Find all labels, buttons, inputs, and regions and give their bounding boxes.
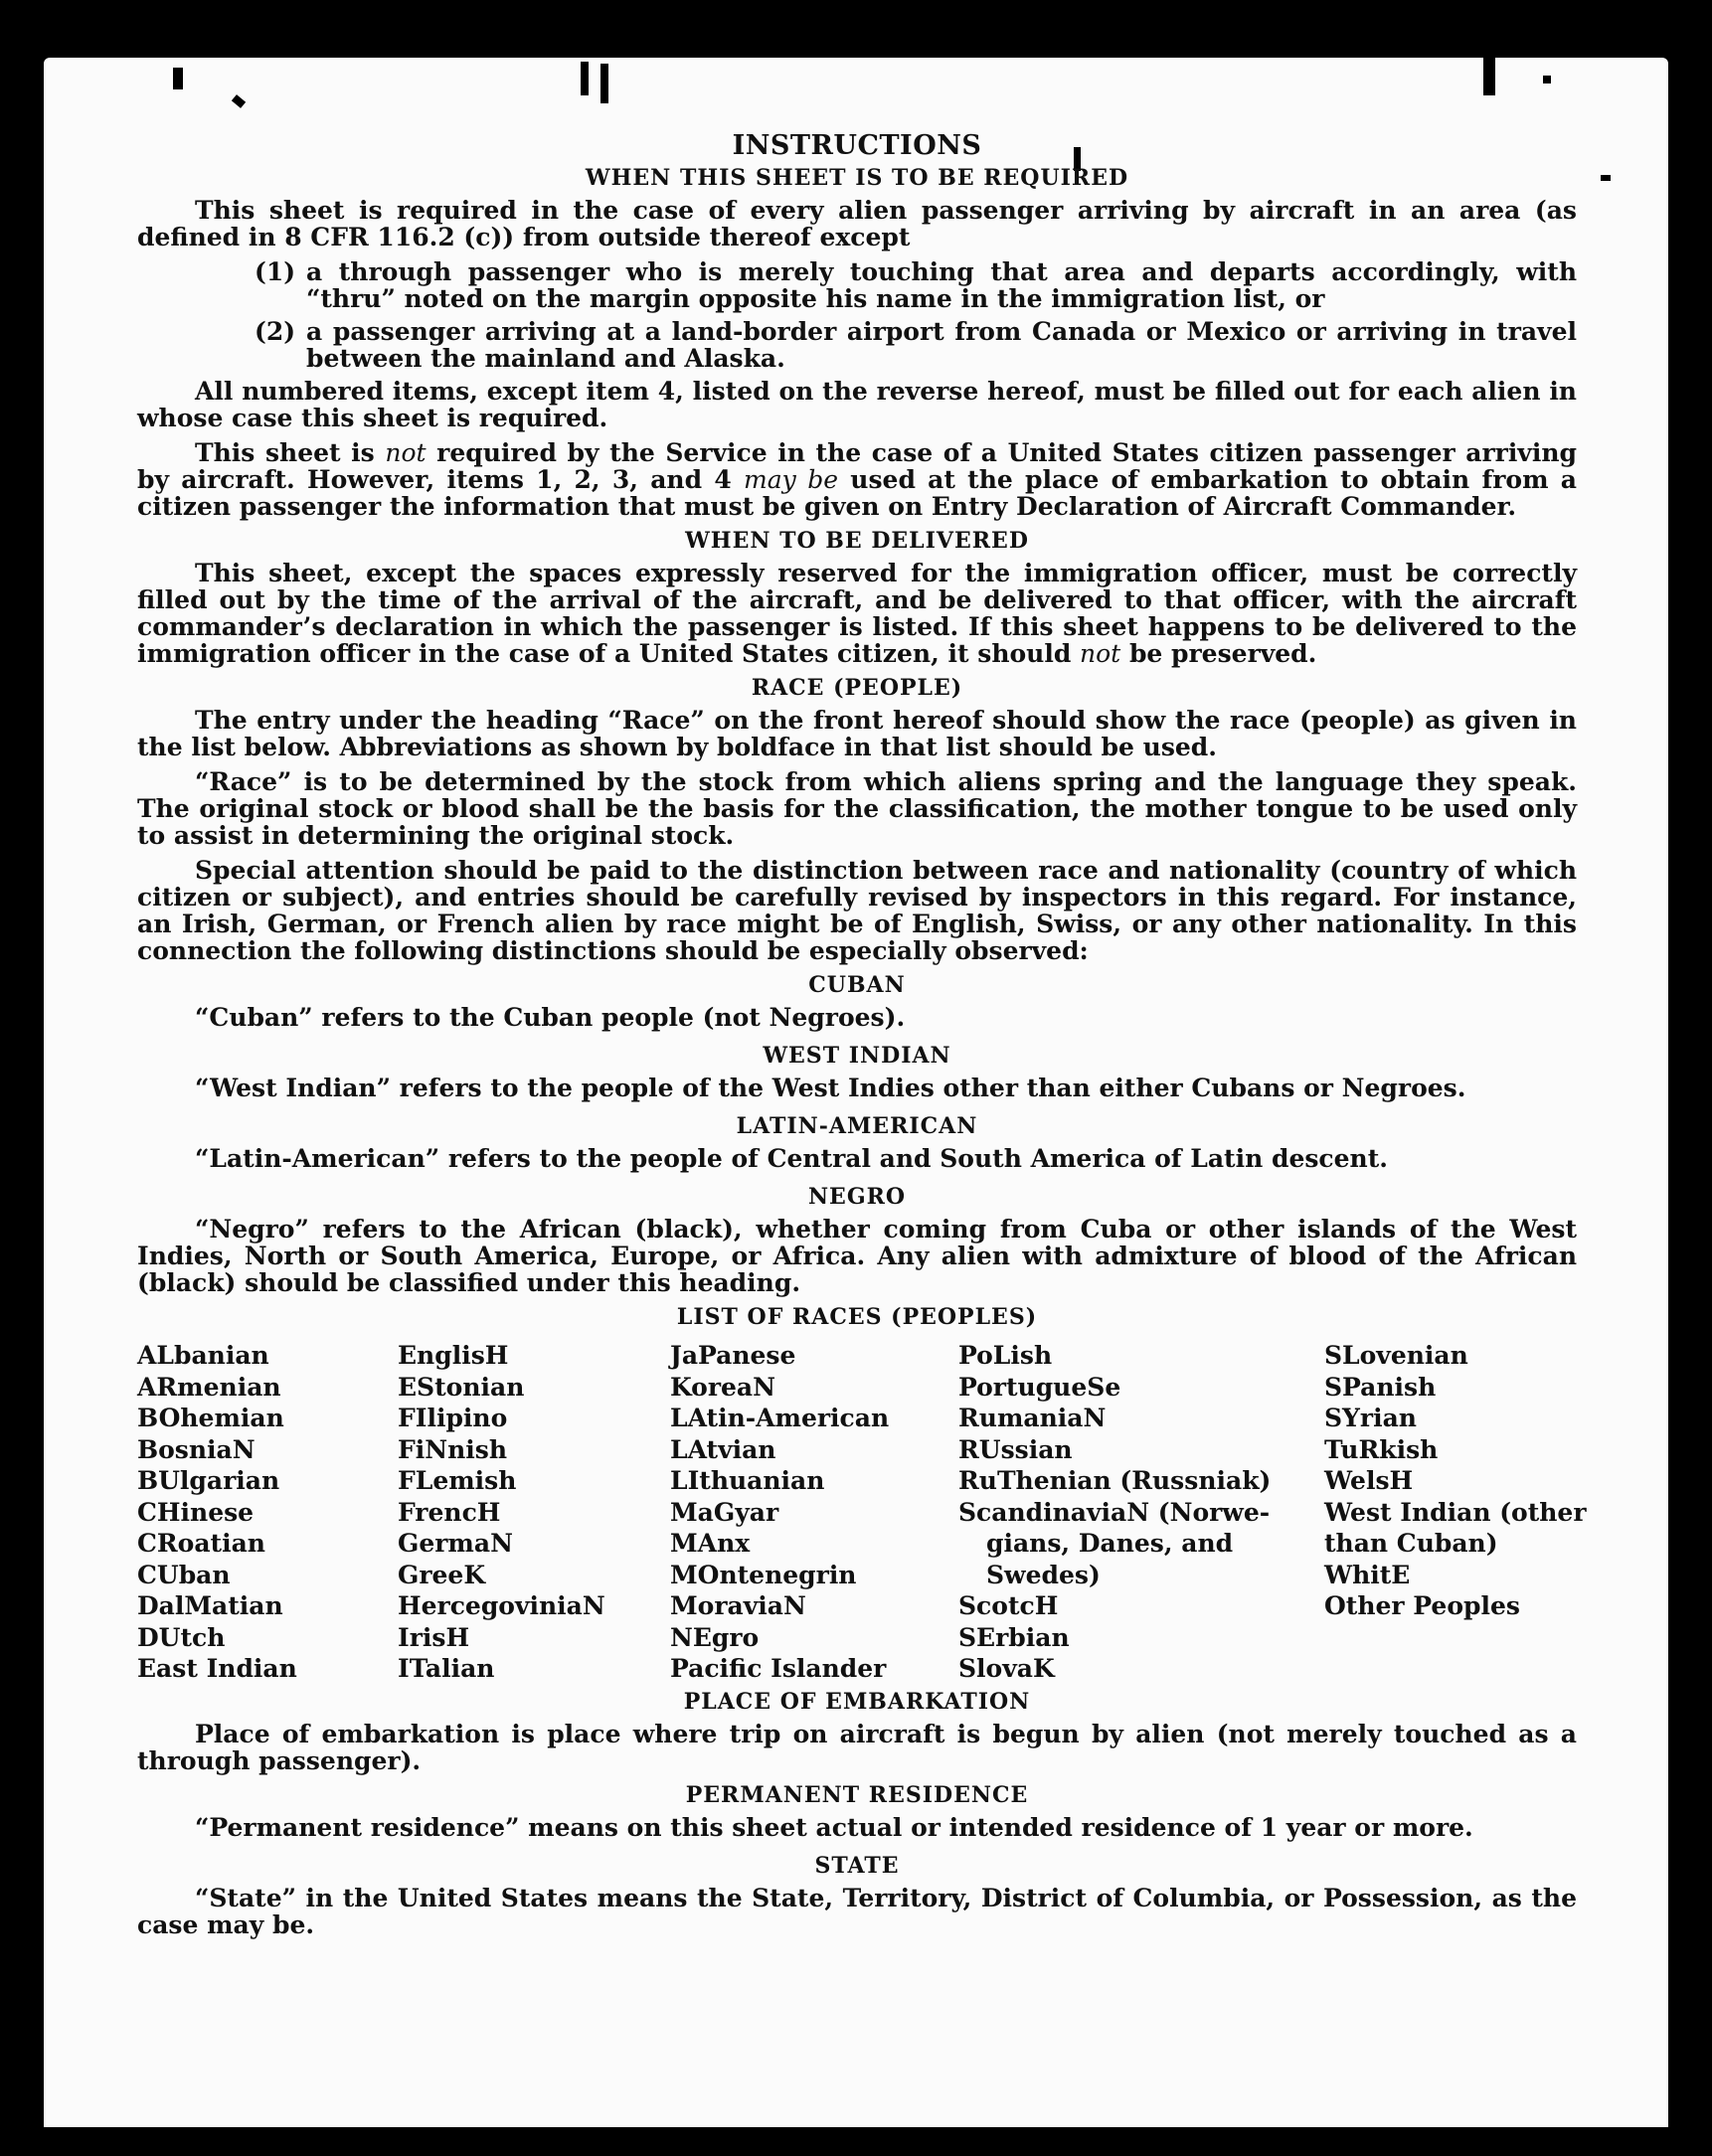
list-item: SPanish: [1324, 1372, 1437, 1402]
list-item: PoLish: [958, 1341, 1053, 1370]
list-item: LAtvian: [670, 1434, 776, 1464]
list-item: Pacific Islander: [670, 1654, 887, 1683]
list-item: than Cuban): [1324, 1529, 1498, 1558]
text-span: required by the Service in the case of a United States citizen passenger arriving by aircraft. However, items 1, 2, 3, and 4: [137, 438, 1577, 494]
heading-state: STATE: [814, 1852, 900, 1879]
race-column: [398, 1340, 670, 1685]
exception-item-number: (2): [255, 317, 296, 346]
list-item: FLemish: [398, 1466, 517, 1495]
list-item: BUlgarian: [137, 1466, 280, 1495]
list-item: EnglisH: [398, 1341, 509, 1370]
list-item: ScotcH: [958, 1591, 1059, 1620]
list-item: FiNnish: [398, 1434, 508, 1464]
list-item: TuRkish: [1324, 1434, 1439, 1464]
list-item: NEgro: [670, 1622, 760, 1652]
list-item: EStonian: [398, 1372, 525, 1402]
list-item: BosniaN: [137, 1434, 256, 1464]
exception-item: [255, 258, 1577, 312]
permanent-residence-paragraph: “Permanent residence” means on this sheet actual or intended residence of 1 year or more.: [195, 1812, 1473, 1842]
place-of-embarkation-paragraph: Place of embarkation is place where trip on aircraft is begun by alien (not merely touched as a through passenger).: [137, 1719, 1577, 1775]
race-list: [137, 1340, 1587, 1685]
exception-item-text: a passenger arriving at a land-border airport from Canada or Mexico or arriving in travel between the mainland and Alaska.: [306, 317, 1577, 373]
ink-speck: [173, 68, 183, 89]
list-item: DalMatian: [137, 1591, 283, 1620]
heading-latin-american: LATIN-AMERICAN: [736, 1113, 978, 1139]
emphasis-not: not: [385, 438, 427, 467]
page-title: INSTRUCTIONS: [732, 130, 982, 161]
heading-race: RACE (PEOPLE): [751, 675, 963, 701]
race-paragraph-1: [137, 707, 1577, 760]
list-item: FrencH: [398, 1497, 501, 1527]
list-item: ARmenian: [137, 1372, 281, 1402]
list-item: Swedes): [986, 1560, 1101, 1589]
state-paragraph: “State” in the United States means the State, Territory, District of Columbia, or Possession, as the case may be.: [137, 1883, 1577, 1939]
race-paragraph-3: Special attention should be paid to the distinction between race and nationality (country of which citizen or subject), and entries should be carefully revised by inspectors in this regard. For instance, an Irish, German, or French alien by race might be of English, Swiss, or any other nationality. In this connection the following distinctions should be especially observed:: [137, 856, 1577, 965]
west-indian-paragraph: “West Indian” refers to the people of the West Indies other than either Cubans or Negroes.: [195, 1074, 1466, 1102]
heading-list-of-races: LIST OF RACES (PEOPLES): [676, 1304, 1038, 1330]
list-item: JaPanese: [670, 1341, 796, 1370]
race-column: [670, 1340, 958, 1685]
list-item: RuThenian (Russniak): [958, 1466, 1272, 1495]
negro-paragraph: “Negro” refers to the African (black), whether coming from Cuba or other islands of the West Indies, North or South America, Europe, or Africa. Any alien with admixture of blood of the African (black) should be classified under this heading.: [137, 1215, 1577, 1297]
list-item: GreeK: [398, 1560, 486, 1589]
list-item: RUssian: [958, 1434, 1073, 1464]
heading-when-delivered: WHEN TO BE DELIVERED: [685, 528, 1029, 554]
list-item: BOhemian: [137, 1404, 284, 1432]
list-item: DUtch: [137, 1622, 226, 1652]
list-item: Other Peoples: [1324, 1591, 1520, 1620]
heading-permanent-residence: PERMANENT RESIDENCE: [685, 1781, 1029, 1808]
list-item: LAtin-American: [670, 1404, 890, 1432]
emphasis-not: not: [1080, 639, 1121, 668]
text-span: in that list should be used.: [835, 733, 1217, 761]
list-item: MoraviaN: [670, 1591, 806, 1620]
text-span: used at the place of embarkation to obtain from a citizen passenger the information that must be given on Entry Declaration of Aircraft Commander.: [137, 465, 1577, 521]
list-item: gians, Danes, and: [986, 1529, 1234, 1558]
list-item: CRoatian: [137, 1529, 265, 1558]
heading-west-indian: WEST INDIAN: [763, 1043, 951, 1069]
list-item: MOntenegrin: [670, 1560, 857, 1589]
list-item: SErbian: [958, 1622, 1070, 1652]
list-item: East Indian: [137, 1654, 297, 1683]
boldface-word: boldface: [716, 733, 836, 761]
list-item: RumaniaN: [958, 1404, 1107, 1432]
exception-item-text: a through passenger who is merely touching that area and departs accordingly, with “thru” noted on the margin opposite his name in the immigration list, or: [306, 257, 1577, 313]
race-column: [958, 1340, 1324, 1685]
list-item: MaGyar: [670, 1497, 779, 1527]
cuban-paragraph: “Cuban” refers to the Cuban people (not Negroes).: [195, 1003, 906, 1032]
list-item: SYrian: [1324, 1404, 1417, 1432]
citizen-paragraph: [137, 439, 1577, 520]
text-span: The entry under the heading “Race” on the front hereof should show the race (people) as given in the list below. Abbreviations as shown by: [137, 706, 1577, 761]
numbered-items-paragraph: All numbered items, except item 4, listed on the reverse hereof, must be filled out for each alien in whose case this sheet is required.: [137, 377, 1577, 432]
text-span: This sheet is: [195, 438, 386, 467]
ink-speck: [1543, 76, 1551, 83]
when-required-intro: This sheet is required in the case of every alien passenger arriving by aircraft in an area (as defined in 8 CFR 116.2 (c)) from outside thereof except: [137, 196, 1577, 251]
when-delivered-paragraph: [137, 560, 1577, 667]
list-item: SLovenian: [1324, 1341, 1468, 1370]
paper-sheet: [44, 58, 1668, 2127]
text-span: This sheet, except the spaces expressly reserved for the immigration officer, must be correctly filled out by the time of the arrival of the aircraft, and be delivered to that officer, with the aircraft commander’s declaration in which the passenger is listed. If this sheet happens to be delivered to the immigration officer in the case of a United States citizen, it should: [137, 559, 1577, 668]
heading-negro: NEGRO: [807, 1184, 907, 1210]
heading-cuban: CUBAN: [808, 972, 906, 998]
list-item: ScandinaviaN (Norwe-: [958, 1497, 1271, 1527]
latin-american-paragraph: “Latin-American” refers to the people of Central and South America of Latin descent.: [195, 1144, 1388, 1173]
heading-when-required: WHEN THIS SHEET IS TO BE REQUIRED: [585, 165, 1129, 191]
list-item: CUban: [137, 1560, 231, 1589]
document-body: [137, 129, 1587, 1946]
heading-place-of-embarkation: PLACE OF EMBARKATION: [683, 1688, 1031, 1715]
list-item: SlovaK: [958, 1654, 1055, 1683]
ink-speck: [581, 62, 589, 95]
list-item: FIlipino: [398, 1404, 508, 1432]
list-item: CHinese: [137, 1497, 255, 1527]
ink-speck: [1483, 58, 1495, 95]
race-column: [1324, 1340, 1587, 1685]
list-item: ALbanian: [137, 1341, 269, 1370]
list-item: WhitE: [1324, 1560, 1411, 1589]
race-column: [137, 1340, 398, 1685]
list-item: GermaN: [398, 1529, 513, 1558]
list-item: KoreaN: [670, 1372, 775, 1402]
emphasis-may-be: may be: [744, 465, 839, 494]
list-item: HercegoviniaN: [398, 1591, 605, 1620]
list-item: ITalian: [398, 1654, 495, 1683]
text-span: be preserved.: [1120, 639, 1317, 668]
ink-speck: [232, 94, 246, 108]
list-item: West Indian (other: [1324, 1497, 1587, 1527]
exception-item-number: (1): [255, 257, 296, 286]
list-item: PortugueSe: [958, 1372, 1121, 1402]
ink-speck: [600, 64, 608, 103]
list-item: IrisH: [398, 1622, 470, 1652]
list-item: WelsH: [1324, 1466, 1414, 1495]
exception-item: [255, 318, 1577, 372]
ink-speck: [1601, 175, 1611, 181]
list-item: LIthuanian: [670, 1466, 825, 1495]
race-paragraph-2: “Race” is to be determined by the stock from which aliens spring and the language they speak. The original stock or blood shall be the basis for the classification, the mother tongue to be used only to assist in determining the original stock.: [137, 767, 1577, 850]
list-item: MAnx: [670, 1529, 751, 1558]
